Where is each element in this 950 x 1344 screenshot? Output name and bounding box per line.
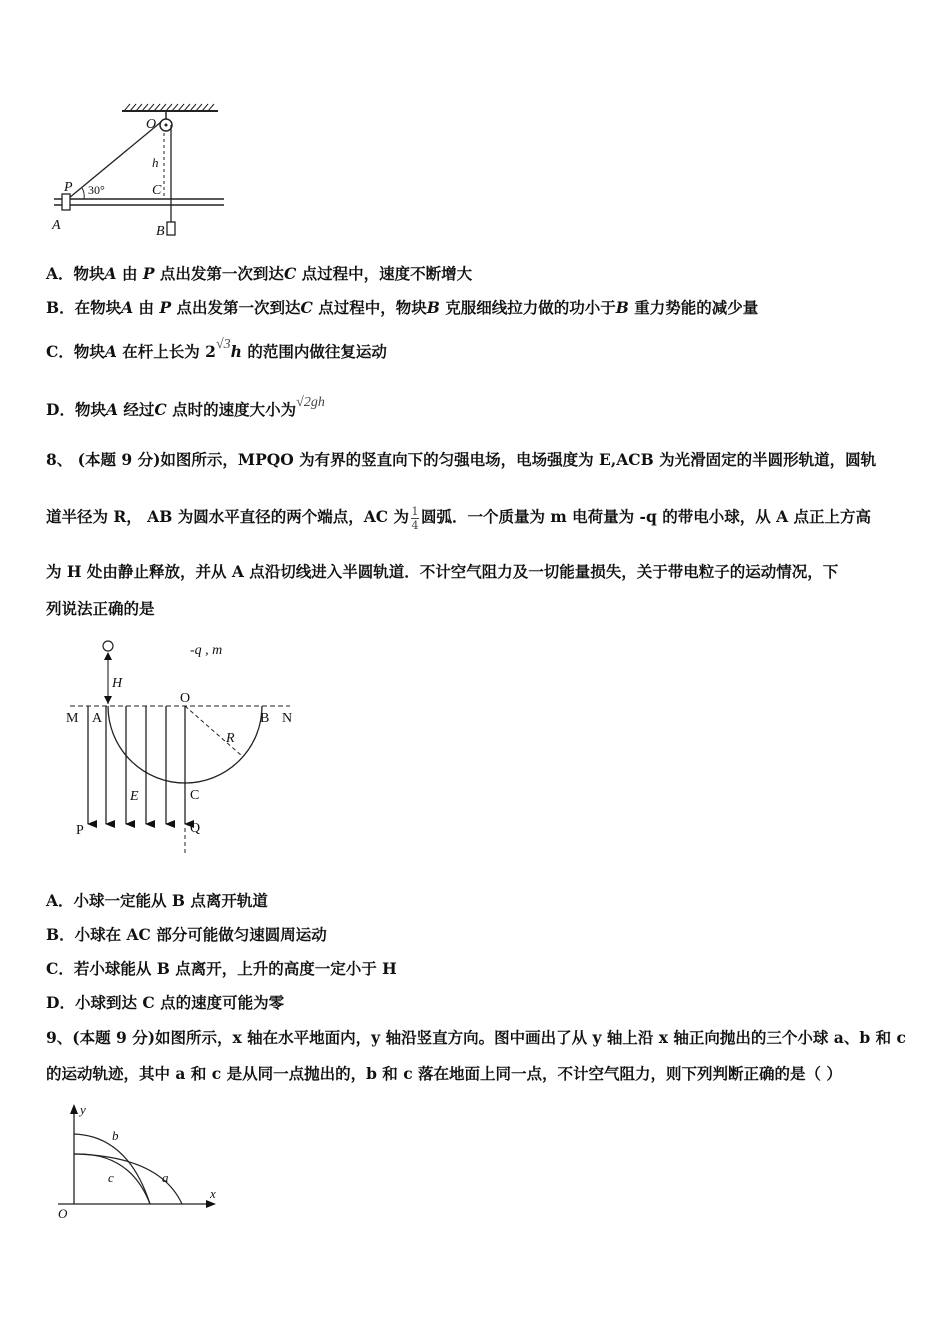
label-P: P [76, 823, 84, 838]
label-b-curve: b [112, 1128, 119, 1143]
label-C: C [190, 788, 200, 803]
pulley-rod-figure [40, 95, 240, 245]
q7-option-b: B．在物块A 由 P 点出发第一次到达C 点过程中，物块B 克服细线拉力做的功小于B 重力势能的减少量 [46, 298, 759, 317]
charged-ball [103, 641, 113, 651]
q8-stem-line4: 列说法正确的是 [46, 599, 155, 618]
label-M: M [66, 711, 79, 726]
label-R: R [226, 731, 235, 746]
projectile-trajectories-figure [50, 1100, 230, 1225]
trajectory-b [74, 1134, 150, 1204]
fraction-quarter: $\frac{1}{4}$ [411, 504, 419, 532]
label-b: B [156, 224, 165, 239]
label-x: x [210, 1186, 216, 1201]
sqrt-2gh: √2gh [296, 395, 325, 410]
q7-option-d: D．物块A 经过C 点时的速度大小为√2gh [46, 395, 325, 419]
q7-option-a: A．物块A 由 P 点出发第一次到达C 点过程中，速度不断增大 [46, 264, 473, 283]
q9-stem-line2: 的运动轨迹，其中 a 和 c 是从同一点抛出的，b 和 c 落在地面上同一点，不计空气阻力，则下列判断正确的是（ ） [46, 1064, 842, 1083]
label-p: P [64, 180, 73, 195]
block-b [167, 222, 175, 235]
block-a [62, 194, 70, 210]
label-Q: Q [190, 821, 201, 836]
q8-option-b: B．小球在 AC 部分可能做匀速圆周运动 [46, 925, 327, 944]
q8-option-c: C．若小球能从 B 点离开，上升的高度一定小于 H [46, 959, 397, 978]
label-c: C [152, 183, 162, 198]
ceiling-hatch [124, 104, 214, 111]
q9-stem-line1: 9、(本题 9 分)如图所示，x 轴在水平地面内，y 轴沿竖直方向。图中画出了从 y 轴上沿 x 轴正向抛出的三个小球 a、b 和 c [46, 1028, 906, 1047]
label-a-curve: a [162, 1170, 169, 1185]
q8-stem-line3: 为 H 处由静止释放，并从 A 点沿切线进入半圆轨道．不计空气阻力及一切能量损失，关于带电粒子的运动情况，下 [46, 562, 839, 581]
label-angle: 30° [88, 183, 105, 197]
label-h: h [152, 155, 159, 170]
q8-stem-line2: 道半径为 R， AB 为圆水平直径的两个端点，AC 为 $\frac{1}{4}$ 圆弧．一个质量为 m 电荷量为 -q 的带电小球，从 A 点正上方高 [46, 504, 872, 532]
sqrt-3: √3 [215, 337, 231, 352]
label-c-curve: c [108, 1170, 114, 1185]
label-B: B [260, 711, 270, 726]
label-origin: O [58, 1206, 68, 1221]
label-qm: -q , m [190, 643, 223, 658]
q8-option-a: A．小球一定能从 B 点离开轨道 [46, 891, 268, 910]
label-o: O [146, 117, 157, 132]
string-op [69, 122, 161, 198]
label-N: N [282, 711, 293, 726]
q7-option-c: C．物块A 在杆上长为 2√3h 的范围内做往复运动 [46, 337, 387, 361]
q8-stem-line1: 8、 (本题 9 分)如图所示，MPQO 为有界的竖直向下的匀强电场，电场强度为 E,ACB 为光滑固定的半圆形轨道，圆轨 [46, 450, 877, 469]
q8-option-d: D．小球到达 C 点的速度可能为零 [46, 993, 285, 1012]
label-H: H [112, 676, 123, 691]
label-y: y [80, 1102, 86, 1117]
label-O: O [180, 691, 191, 706]
label-A: A [92, 711, 103, 726]
label-E: E [130, 789, 139, 804]
label-a: A [52, 218, 61, 233]
electric-field-semicircle-figure [60, 632, 320, 862]
